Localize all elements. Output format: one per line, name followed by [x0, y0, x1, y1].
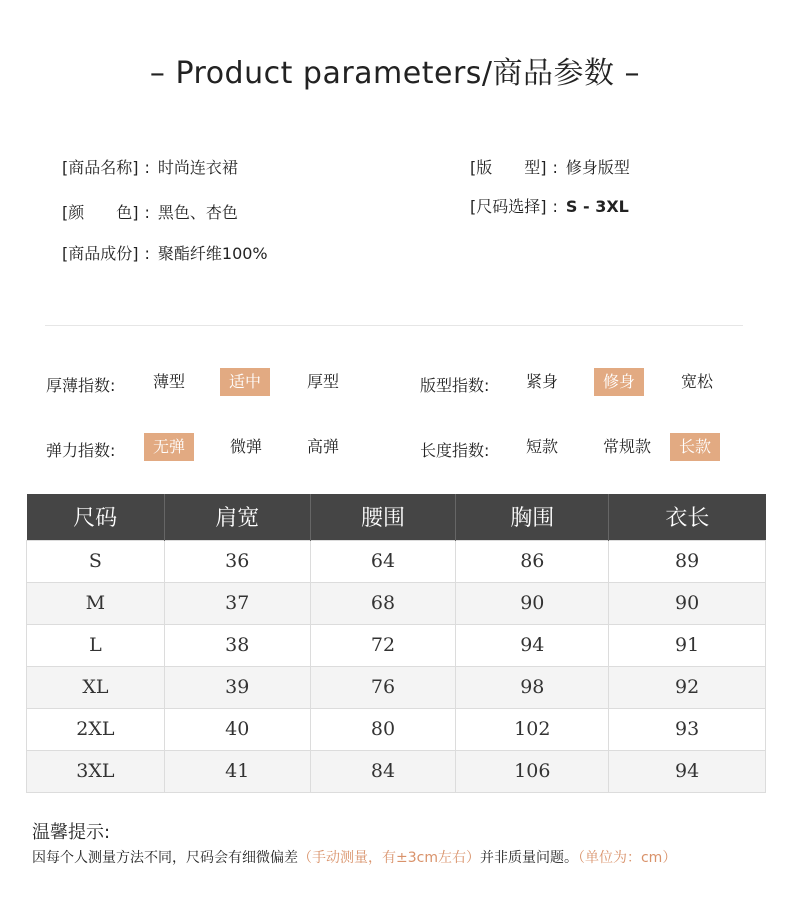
table-cell: 64 — [310, 540, 456, 582]
param-separator: : — [144, 203, 150, 222]
table-cell: 38 — [164, 624, 310, 666]
size-table — [26, 494, 766, 793]
table-row — [27, 666, 766, 708]
param-separator: : — [144, 158, 150, 177]
elastic-option-none: 无弹 — [144, 433, 194, 461]
length-option-long: 长款 — [670, 433, 720, 461]
param-color-value: 黑色、杏色 — [157, 203, 238, 222]
param-size — [470, 194, 629, 217]
table-cell: 91 — [609, 624, 766, 666]
fit-option-loose: 宽松 — [681, 372, 714, 391]
elastic-option-high: 高弹 — [307, 437, 340, 456]
table-cell: L — [27, 624, 165, 666]
length-option-short: 短款 — [526, 437, 559, 456]
thickness-option-thick: 厚型 — [307, 372, 340, 391]
tips-text-part1: 因每个人测量方法不同，尺码会有细微偏差 — [32, 850, 298, 866]
header-bust: 胸围 — [456, 494, 609, 540]
table-cell: 86 — [456, 540, 609, 582]
param-name-value: 时尚连衣裙 — [157, 158, 238, 177]
table-cell: 2XL — [27, 708, 165, 750]
table-cell: S — [27, 540, 165, 582]
param-size-value: S - 3XL — [565, 197, 629, 216]
table-cell: 98 — [456, 666, 609, 708]
thickness-option-medium: 适中 — [220, 368, 270, 396]
table-cell: 90 — [456, 582, 609, 624]
table-cell: 90 — [609, 582, 766, 624]
table-cell: 39 — [164, 666, 310, 708]
param-name-key: [商品名称] — [62, 158, 139, 177]
fit-option-slim: 修身 — [594, 368, 644, 396]
tips-title: 温馨提示: — [32, 822, 111, 843]
param-separator: : — [144, 244, 150, 263]
table-cell: 40 — [164, 708, 310, 750]
table-cell: M — [27, 582, 165, 624]
section-divider — [45, 325, 743, 326]
table-cell: 72 — [310, 624, 456, 666]
fit-index-label: 版型指数: — [420, 376, 490, 395]
header-size: 尺码 — [27, 494, 165, 540]
length-option-regular: 常规款 — [603, 437, 652, 456]
table-cell: 3XL — [27, 750, 165, 792]
param-separator: : — [552, 158, 558, 177]
table-cell: 89 — [609, 540, 766, 582]
table-cell: 94 — [609, 750, 766, 792]
param-name — [62, 155, 238, 178]
table-cell: 93 — [609, 708, 766, 750]
table-cell: 106 — [456, 750, 609, 792]
page-title: – Product parameters/商品参数 – — [149, 56, 641, 91]
table-cell: 80 — [310, 708, 456, 750]
table-cell: 102 — [456, 708, 609, 750]
param-separator: : — [552, 197, 558, 216]
table-cell: 94 — [456, 624, 609, 666]
table-cell: 68 — [310, 582, 456, 624]
param-color — [62, 200, 238, 223]
table-cell: 37 — [164, 582, 310, 624]
elastic-index-label: 弹力指数: — [46, 441, 116, 460]
param-size-key: [尺码选择] — [470, 197, 547, 216]
table-cell: 76 — [310, 666, 456, 708]
length-index-label: 长度指数: — [420, 441, 490, 460]
table-row — [27, 624, 766, 666]
table-header-row — [27, 494, 766, 540]
param-material — [62, 241, 268, 264]
table-cell: 92 — [609, 666, 766, 708]
tips-text-part2: 并非质量问题。 — [479, 850, 578, 866]
table-row — [27, 708, 766, 750]
header-length: 衣长 — [609, 494, 766, 540]
param-material-value: 聚酯纤维100% — [157, 244, 268, 263]
fit-option-tight: 紧身 — [526, 372, 559, 391]
table-cell: 41 — [164, 750, 310, 792]
tips-highlight-measure: （手动测量，有±3cm左右） — [298, 850, 480, 866]
table-row — [27, 582, 766, 624]
param-fit — [470, 155, 630, 178]
param-fit-value: 修身版型 — [565, 158, 630, 177]
tips-highlight-unit: （单位为：cm） — [577, 850, 677, 866]
header-shoulder: 肩宽 — [164, 494, 310, 540]
thickness-option-thin: 薄型 — [153, 372, 186, 391]
param-material-key: [商品成份] — [62, 244, 139, 263]
header-waist: 腰围 — [310, 494, 456, 540]
table-row — [27, 540, 766, 582]
table-cell: 84 — [310, 750, 456, 792]
param-fit-key: [版 型] — [470, 158, 547, 177]
param-color-key: [颜 色] — [62, 203, 139, 222]
table-row — [27, 750, 766, 792]
tips-text — [32, 847, 676, 867]
elastic-option-slight: 微弹 — [230, 437, 263, 456]
table-cell: XL — [27, 666, 165, 708]
thickness-index-label: 厚薄指数: — [46, 376, 116, 395]
table-cell: 36 — [164, 540, 310, 582]
